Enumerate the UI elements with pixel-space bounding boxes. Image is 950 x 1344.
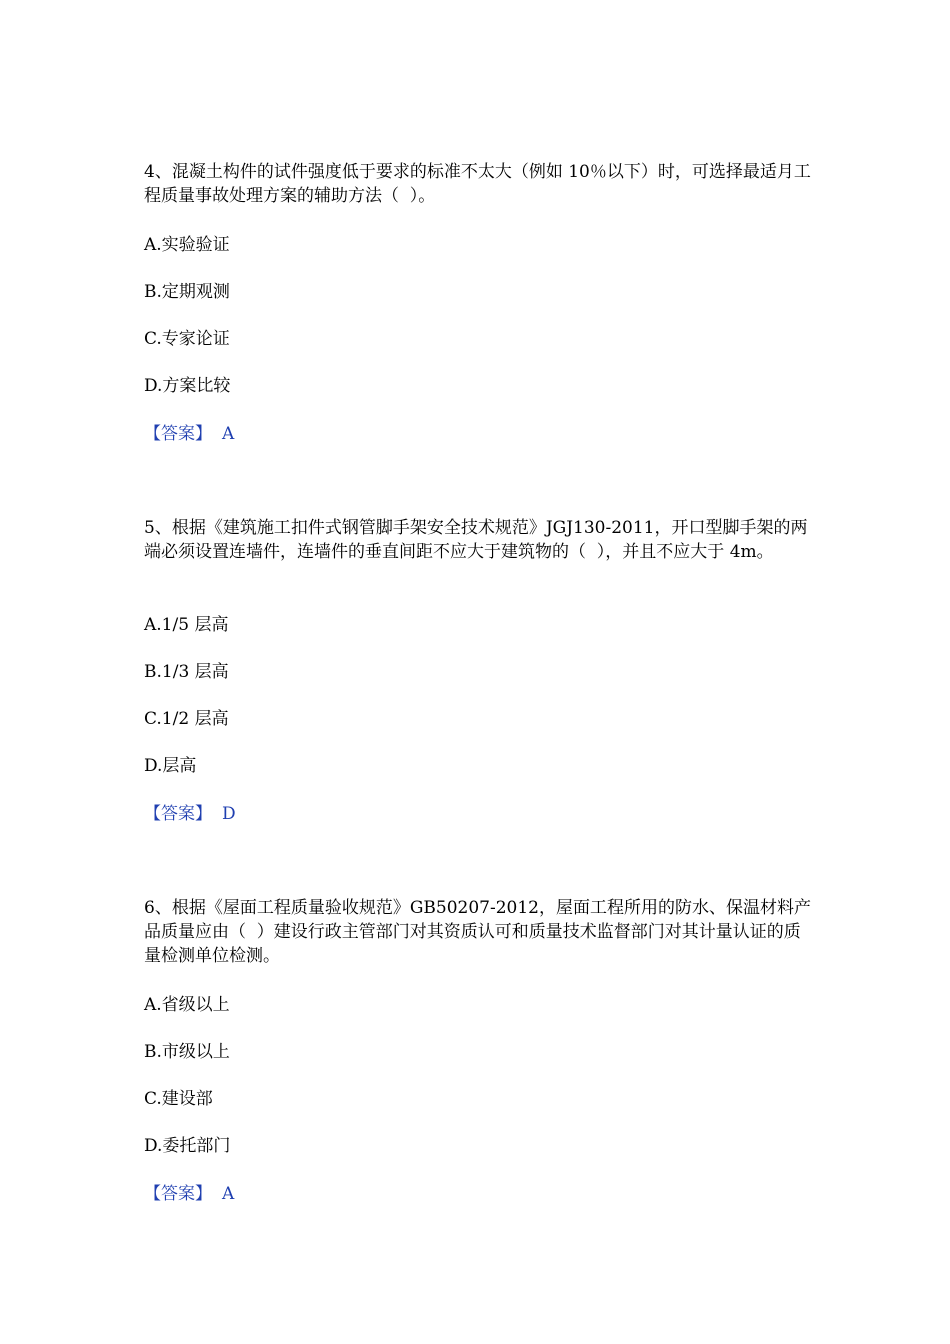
answer-line <box>144 422 234 446</box>
option-a: A.实验验证 <box>144 235 230 255</box>
question-4 <box>144 160 814 460</box>
option-c: C.1/2 层高 <box>144 709 229 729</box>
answer-value: D <box>222 804 236 824</box>
option-d: D.委托部门 <box>144 1136 231 1156</box>
question-5 <box>144 516 814 836</box>
option-d: D.层高 <box>144 756 197 776</box>
answer-value: A <box>222 424 235 444</box>
answer-line <box>144 802 236 826</box>
answer-value: A <box>222 1184 235 1204</box>
answer-tag: 【答案】 <box>144 1184 212 1204</box>
answer-tag: 【答案】 <box>144 424 212 444</box>
option-b: B.定期观测 <box>144 282 230 302</box>
option-b: B.市级以上 <box>144 1042 230 1062</box>
option-a: A.1/5 层高 <box>144 615 229 635</box>
answer-line <box>144 1182 234 1206</box>
answer-tag: 【答案】 <box>144 804 212 824</box>
option-c: C.专家论证 <box>144 329 230 349</box>
option-a: A.省级以上 <box>144 995 230 1015</box>
option-d: D.方案比较 <box>144 376 231 396</box>
option-b: B.1/3 层高 <box>144 662 229 682</box>
question-stem: 4、混凝土构件的试件强度低于要求的标准不太大（例如 10％以下）时，可选择最适月工程质量事故处理方案的辅助方法（ ）。 <box>144 162 811 206</box>
option-c: C.建设部 <box>144 1089 213 1109</box>
question-6 <box>144 896 814 1216</box>
question-stem: 5、根据《建筑施工扣件式钢管脚手架安全技术规范》JGJ130-2011，开口型脚手架的两端必须设置连墙件，连墙件的垂直间距不应大于建筑物的（ ），并且不应大于 4m。 <box>144 518 808 562</box>
question-stem: 6、根据《屋面工程质量验收规范》GB50207-2012，屋面工程所用的防水、保温材料产品质量应由（ ）建设行政主管部门对其资质认可和质量技术监督部门对其计量认证的质量检测单位检测。 <box>144 898 811 966</box>
